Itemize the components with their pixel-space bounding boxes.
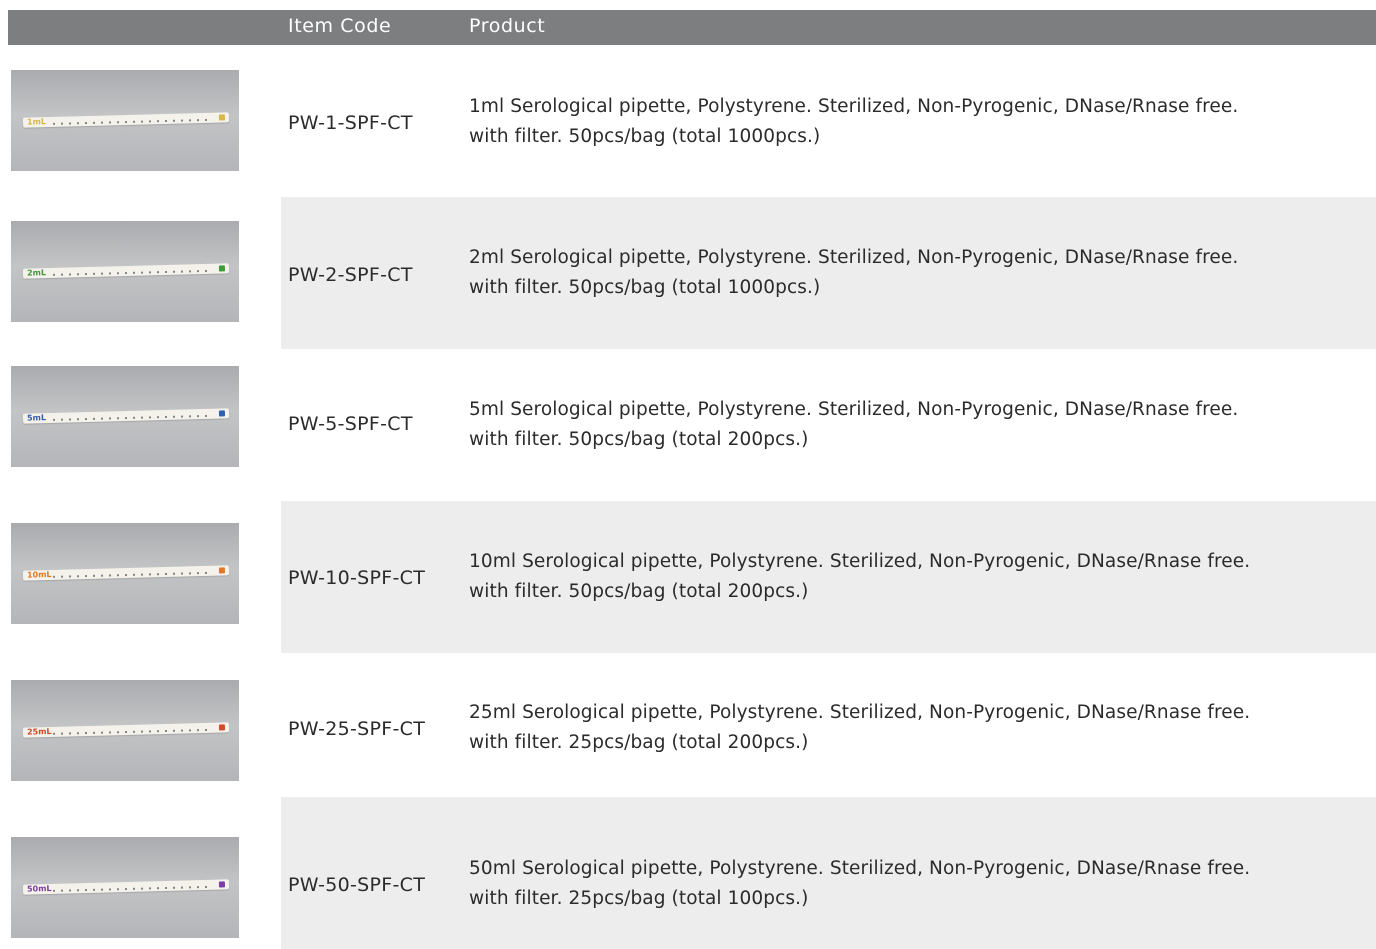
table-row <box>0 45 1376 197</box>
table-row <box>0 501 1376 653</box>
description-line-2: with filter. 25pcs/bag (total 200pcs.) <box>469 732 809 753</box>
pipette-image <box>23 112 229 127</box>
description-line-2: with filter. 50pcs/bag (total 1000pcs.) <box>469 277 821 298</box>
pipette-volume-label: 1mL <box>26 117 47 127</box>
description-line-2: with filter. 50pcs/bag (total 1000pcs.) <box>469 126 821 147</box>
header-item-code: Item Code <box>288 15 392 37</box>
item-code: PW-5-SPF-CT <box>288 413 413 435</box>
pipette-volume-label: 25mL <box>26 726 52 737</box>
table-row <box>0 349 1376 501</box>
description-line-2: with filter. 50pcs/bag (total 200pcs.) <box>469 581 809 602</box>
description-line-2: with filter. 25pcs/bag (total 100pcs.) <box>469 888 809 909</box>
pipette-volume-label: 5mL <box>26 413 47 423</box>
item-code: PW-50-SPF-CT <box>288 874 426 896</box>
pipette-volume-label: 2mL <box>26 268 47 278</box>
product-description <box>469 243 1238 303</box>
product-thumbnail <box>11 837 239 938</box>
description-line-1: 1ml Serological pipette, Polystyrene. Sterilized, Non-Pyrogenic, DNase/Rnase free. <box>469 96 1239 117</box>
description-line-1: 50ml Serological pipette, Polystyrene. Sterilized, Non-Pyrogenic, DNase/Rnase free. <box>469 858 1251 879</box>
pipette-volume-label: 10mL <box>26 569 52 580</box>
pipette-image <box>23 408 229 423</box>
item-code: PW-10-SPF-CT <box>288 567 426 589</box>
pipette-volume-label: 50mL <box>26 883 52 894</box>
description-line-1: 5ml Serological pipette, Polystyrene. Sterilized, Non-Pyrogenic, DNase/Rnase free. <box>469 399 1239 420</box>
pipette-image <box>23 879 229 894</box>
product-description <box>469 854 1250 914</box>
product-thumbnail <box>11 70 239 171</box>
pipette-image <box>23 722 229 737</box>
item-code: PW-2-SPF-CT <box>288 264 413 286</box>
table-row <box>0 197 1376 349</box>
header-product: Product <box>469 15 546 37</box>
pipette-image <box>23 263 229 278</box>
description-line-1: 2ml Serological pipette, Polystyrene. Sterilized, Non-Pyrogenic, DNase/Rnase free. <box>469 247 1239 268</box>
description-line-1: 10ml Serological pipette, Polystyrene. Sterilized, Non-Pyrogenic, DNase/Rnase free. <box>469 551 1251 572</box>
product-description <box>469 92 1238 152</box>
pipette-image <box>23 565 229 580</box>
table-row <box>0 797 1376 949</box>
product-thumbnail <box>11 221 239 322</box>
table-row <box>0 653 1376 805</box>
description-line-2: with filter. 50pcs/bag (total 200pcs.) <box>469 429 809 450</box>
product-thumbnail <box>11 366 239 467</box>
description-line-1: 25ml Serological pipette, Polystyrene. Sterilized, Non-Pyrogenic, DNase/Rnase free. <box>469 702 1251 723</box>
item-code: PW-25-SPF-CT <box>288 718 426 740</box>
product-thumbnail <box>11 680 239 781</box>
product-thumbnail <box>11 523 239 624</box>
product-description <box>469 395 1238 455</box>
product-description <box>469 698 1250 758</box>
table-header <box>8 10 1376 45</box>
item-code: PW-1-SPF-CT <box>288 112 413 134</box>
product-description <box>469 547 1250 607</box>
